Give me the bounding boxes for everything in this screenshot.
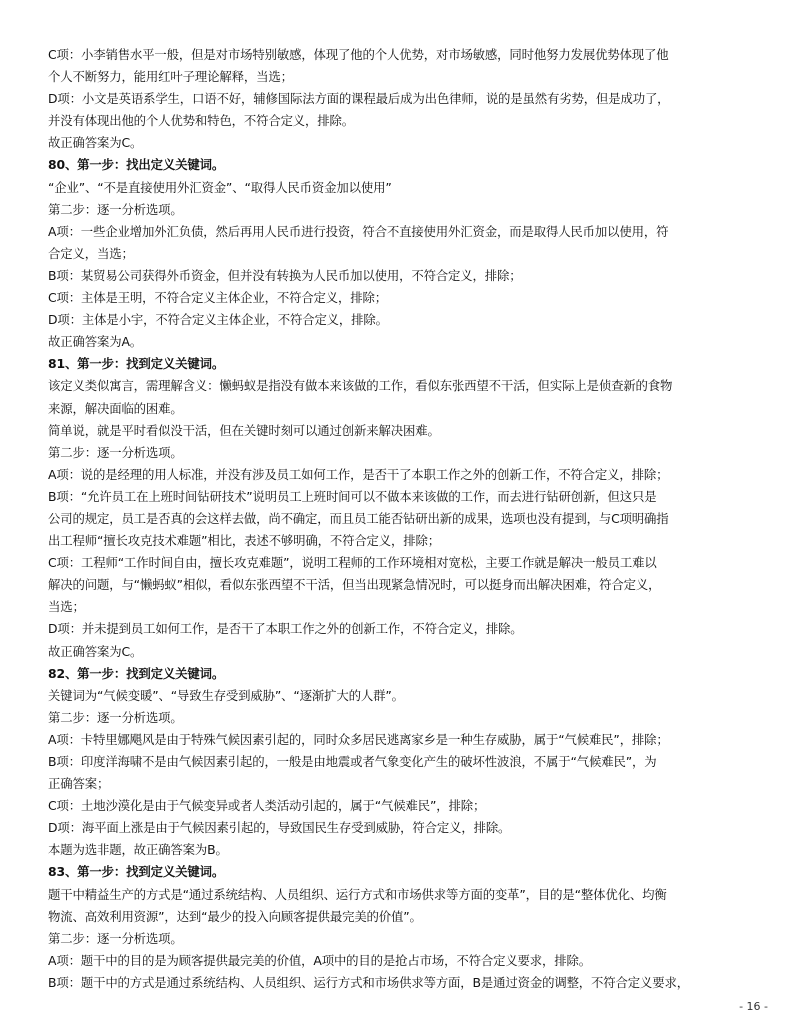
text-line: 当选； xyxy=(48,599,85,615)
text-line: A项：一些企业增加外汇负债，然后再用人民币进行投资，符合不直接使用外汇资金，而是取得人民币加以使用，符 xyxy=(48,223,669,239)
text-line: C项：小李销售水平一般，但是对市场特别敏感，体现了他的个人优势，对市场敏感，同时他努力发展优势体现了他 xyxy=(48,47,669,62)
question-heading: 83、第一步：找到定义关键词。 xyxy=(48,864,225,880)
text-line: D项：海平面上涨是由于气候因素引起的，导致国民生存受到威胁，符合定义，排除。 xyxy=(48,820,511,836)
text-line: A项：题干中的目的是为顾客提供最完美的价值，A项中的目的是抢占市场，不符合定义要求，排除。 xyxy=(48,952,591,968)
text-line: 个人不断努力，能用红叶子理论解释，当选； xyxy=(48,69,293,85)
text-line: D项：主体是小宇，不符合定义主体企业，不符合定义，排除。 xyxy=(48,312,388,328)
text-line: A项：说的是经理的用人标准，并没有涉及员工如何工作，是否干了本职工作之外的创新工作，不符合定义，排除； xyxy=(48,466,669,482)
text-line: 第二步：逐一分析选项。 xyxy=(48,444,183,460)
text-line: 合定义，当选； xyxy=(48,245,134,261)
text-line: B项：印度洋海啸不是由气候因素引起的，一般是由地震或者气象变化产生的破坏性波浪，不属于“气候难民”，为 xyxy=(48,754,657,769)
text-line: C项：主体是王明，不符合定义主体企业，不符合定义，排除； xyxy=(48,290,387,306)
text-line: 第二步：逐一分析选项。 xyxy=(48,930,183,946)
document-body xyxy=(48,44,760,994)
text-line: 物流、高效利用资源”，达到“最少的投入向顾客提供最完美的价值”。 xyxy=(48,908,422,924)
text-line: B项：某贸易公司获得外币资金，但并没有转换为人民币加以使用，不符合定义，排除； xyxy=(48,267,522,283)
text-line: 故正确答案为C。 xyxy=(48,643,143,659)
text-line: 故正确答案为C。 xyxy=(48,135,143,151)
text-line: 故正确答案为A。 xyxy=(48,334,143,350)
text-line: 解决的问题，与“懒蚂蚁”相似，看似东张西望不干活，但当出现紧急情况时，可以挺身而出解决困难，符合定义， xyxy=(48,577,661,593)
question-heading: 81、第一步：找到定义关键词。 xyxy=(48,356,225,372)
text-line: 本题为选非题，故正确答案为B。 xyxy=(48,842,228,858)
text-line: C项：工程师“工作时间自由，擅长攻克难题”，说明工程师的工作环境相对宽松，主要工作就是解决一般员工难以 xyxy=(48,555,657,571)
text-line: 第二步：逐一分析选项。 xyxy=(48,709,183,725)
text-line: “企业”、“不是直接使用外汇资金”、“取得人民币资金加以使用” xyxy=(48,179,392,195)
page-number: - 16 - xyxy=(739,1000,768,1013)
text-line: 简单说，就是平时看似没干活，但在关键时刻可以通过创新来解决困难。 xyxy=(48,422,440,438)
question-heading: 80、第一步：找出定义关键词。 xyxy=(48,157,225,173)
text-line: 正确答案； xyxy=(48,776,110,792)
text-line: 关键词为“气候变暖”、“导致生存受到威胁”、“逐渐扩大的人群”。 xyxy=(48,687,404,703)
text-line: 该定义类似寓言，需理解含义：懒蚂蚁是指没有做本来该做的工作，看似东张西望不干活，但实际上是侦查新的食物 xyxy=(48,378,673,394)
text-line: D项：小文是英语系学生，口语不好，辅修国际法方面的课程最后成为出色律师，说的是虽然有劣势，但是成功了， xyxy=(48,91,670,107)
text-line: 并没有体现出他的个人优势和特色，不符合定义，排除。 xyxy=(48,113,355,129)
text-line: D项：并未提到员工如何工作，是否干了本职工作之外的创新工作，不符合定义，排除。 xyxy=(48,621,523,637)
text-line: 来源，解决面临的困难。 xyxy=(48,400,183,416)
text-line: B项：“允许员工在上班时间钻研技术”说明员工上班时间可以不做本来该做的工作，而去进行钻研创新，但这只是 xyxy=(48,488,657,504)
question-heading: 82、第一步：找到定义关键词。 xyxy=(48,665,225,681)
text-line: 出工程师“擅长攻克技术难题”相比，表述不够明确，不符合定义，排除； xyxy=(48,533,440,549)
text-line: C项：土地沙漠化是由于气候变异或者人类活动引起的，属于“气候难民”，排除； xyxy=(48,798,486,814)
text-line: 公司的规定，员工是否真的会这样去做，尚不确定，而且员工能否钻研出新的成果，选项也没有提到，与C项明确指 xyxy=(48,510,669,526)
text-line: 题干中精益生产的方式是“通过系统结构、人员组织、运行方式和市场供求等方面的变革”，目的是“整体优化、均衡 xyxy=(48,886,667,902)
text-line: 第二步：逐一分析选项。 xyxy=(48,201,183,217)
text-line: B项：题干中的方式是通过系统结构、人员组织、运行方式和市场供求等方面，B是通过资金的调整，不符合定义要求， xyxy=(48,974,689,990)
text-line: A项：卡特里娜飓风是由于特殊气候因素引起的，同时众多居民逃离家乡是一种生存威胁，属于“气候难民”，排除； xyxy=(48,731,669,747)
